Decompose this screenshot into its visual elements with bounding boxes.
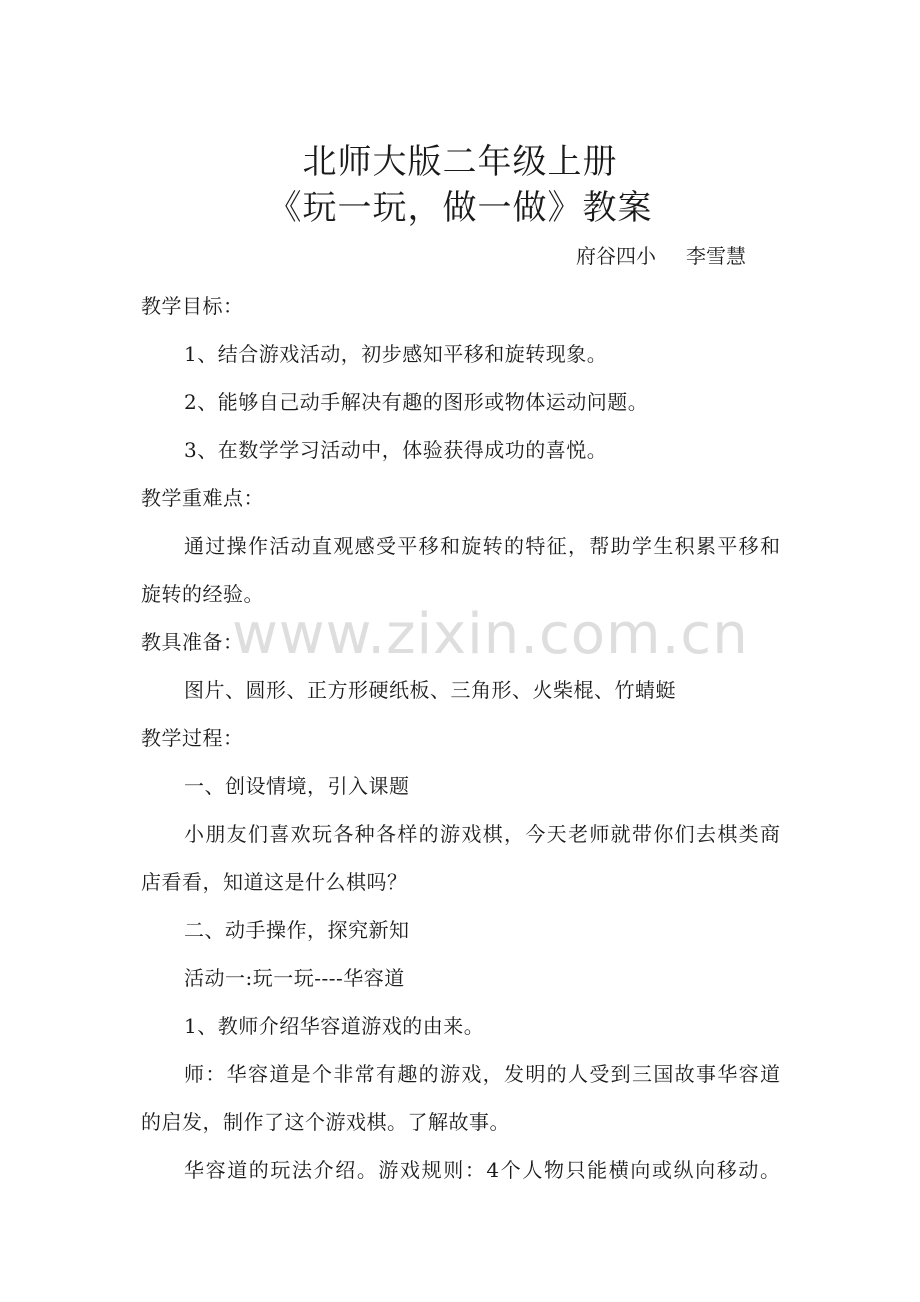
section-1-heading: 一、创设情境，引入课题 — [184, 774, 410, 798]
goal-item-3: 3、在数学学习活动中，体验获得成功的喜悦。 — [184, 438, 608, 462]
goal-item-1: 1、结合游戏活动，初步感知平移和旋转现象。 — [184, 342, 608, 366]
document-title-line-2: 《玩一玩，做一做》教案 — [267, 188, 653, 228]
key-points-text-line-1: 通过操作活动直观感受平移和旋转的特征，帮助学生积累平移和 — [184, 534, 780, 558]
goal-item-2: 2、能够自己动手解决有趣的图形或物体运动问题。 — [184, 390, 649, 414]
teacher-text-line-1: 师：华容道是个非常有趣的游戏，发明的人受到三国故事华容道 — [184, 1062, 780, 1086]
goals-heading: 教学目标： — [141, 294, 244, 318]
activity-1-heading: 活动一:玩一玩----华容道 — [184, 966, 405, 990]
key-points-text-line-2: 旋转的经验。 — [141, 582, 264, 606]
step-1-text: 1、教师介绍华容道游戏的由来。 — [184, 1014, 485, 1038]
materials-list: 图片、圆形、正方形硬纸板、三角形、火柴棍、竹蜻蜓 — [184, 678, 676, 702]
teacher-text-line-2: 的启发，制作了这个游戏棋。了解故事。 — [141, 1110, 510, 1134]
teacher-name: 李雪慧 — [686, 244, 746, 268]
author-line — [576, 241, 746, 271]
watermark: www.zixin.com.cn — [232, 602, 749, 667]
document-title-line-1: 北师大版二年级上册 — [302, 142, 618, 182]
rules-text: 华容道的玩法介绍。游戏规则：4个人物只能横向或纵向移动。 — [184, 1158, 780, 1182]
process-heading: 教学过程： — [141, 726, 244, 750]
section-1-text-line-1: 小朋友们喜欢玩各种各样的游戏棋，今天老师就带你们去棋类商 — [184, 822, 780, 846]
materials-heading: 教具准备： — [141, 630, 244, 654]
school-name: 府谷四小 — [576, 244, 656, 268]
section-2-heading: 二、动手操作，探究新知 — [184, 918, 410, 942]
section-1-text-line-2: 店看看，知道这是什么棋吗？ — [141, 870, 408, 894]
key-points-heading: 教学重难点： — [141, 486, 264, 510]
